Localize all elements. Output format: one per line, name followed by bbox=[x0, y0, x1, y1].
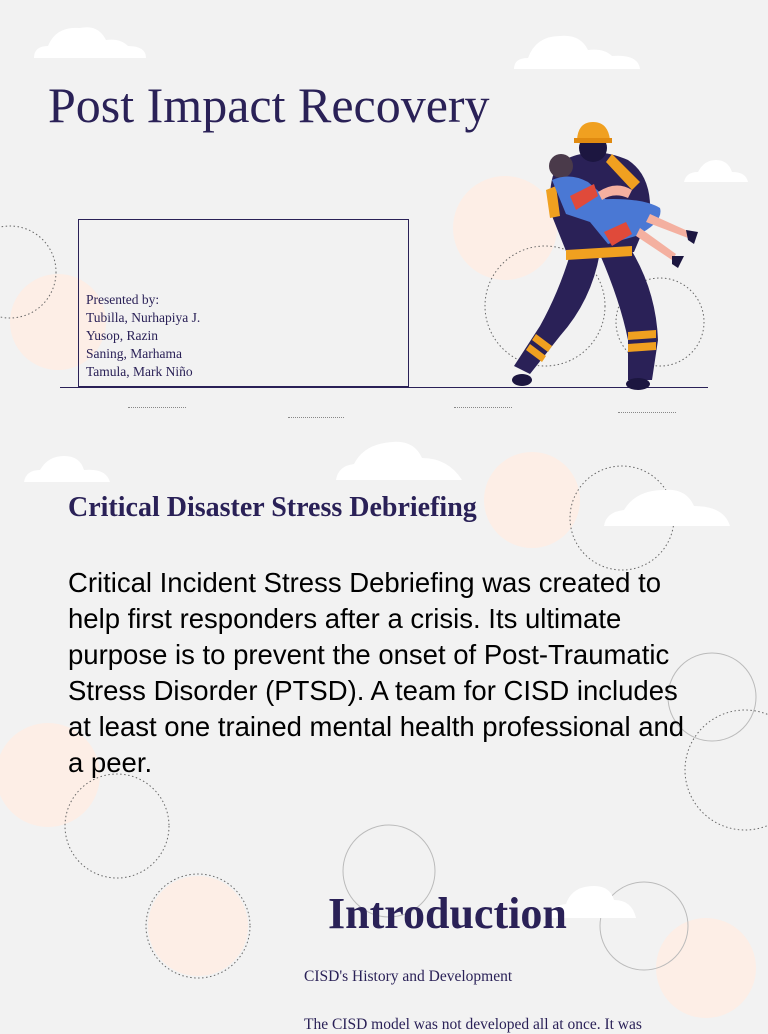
presenter-name: Saning, Marhama bbox=[86, 346, 182, 361]
slide-title: Post Impact Recovery bbox=[48, 77, 490, 133]
boot bbox=[626, 378, 650, 390]
victim-head bbox=[549, 154, 573, 178]
section-body: Critical Incident Stress Debriefing was created to help first responders after a crisis. Its ultimate purpose is to prevent the onset of Post-Traumatic Stress Disorder (PTSD). A team for CISD includes at least one trained mental health professional and a peer. bbox=[68, 567, 685, 778]
helmet bbox=[577, 122, 610, 140]
introduction-text: The CISD model was not developed all at once. It was bbox=[304, 1016, 642, 1033]
presenter-name: Tamula, Mark Niño bbox=[86, 364, 193, 379]
presenters-label: Presented by: bbox=[86, 292, 160, 307]
introduction-heading: Introduction bbox=[328, 889, 567, 938]
introduction-subheading: CISD's History and Development bbox=[304, 968, 513, 985]
firefighter-leg bbox=[514, 248, 600, 374]
firefighter-leg bbox=[598, 248, 658, 380]
presenter-name: Tubilla, Nurhapiya J. bbox=[86, 310, 201, 325]
presenter-name: Yusop, Razin bbox=[86, 328, 158, 343]
section-heading: Critical Disaster Stress Debriefing bbox=[68, 492, 477, 523]
boot bbox=[512, 374, 532, 386]
